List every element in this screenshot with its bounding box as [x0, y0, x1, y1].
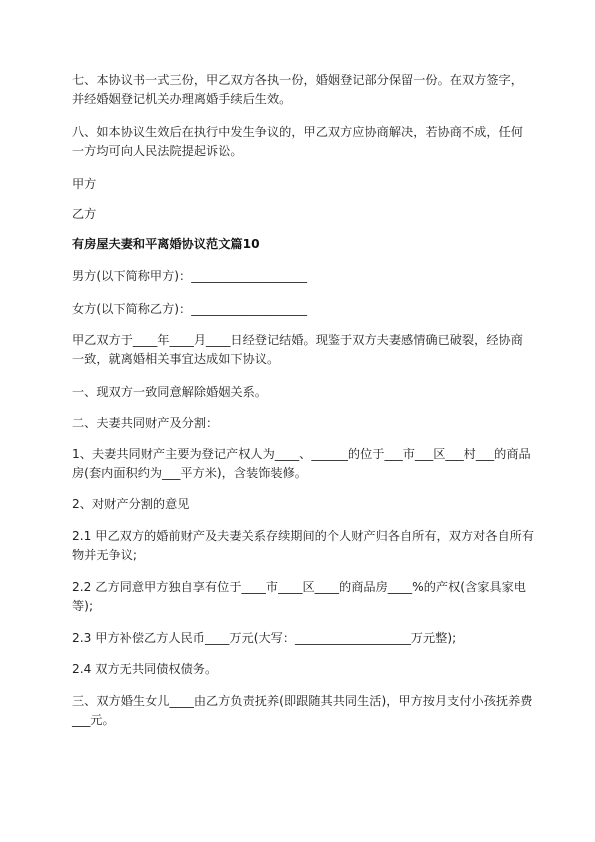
- marriage-paragraph-line-2: 一致，就离婚相关事宜达成如下协议。: [72, 352, 280, 366]
- section-heading: 有房屋夫妻和平离婚协议范文篇10: [72, 237, 260, 251]
- clause-2-1-line-2: 物并无争议;: [72, 548, 138, 562]
- clause-2-4: 2.4 双方无共同债权债务。: [72, 662, 218, 676]
- paragraph-eight-line-1: 八、如本协议生效后在执行中发生争议的，甲乙双方应协商解决，若协商不成，任何: [72, 125, 523, 139]
- clause-three-line-1: 三、双方婚生女儿____由乙方负责抚养(即跟随其共同生活)，甲方按月支付小孩抚养费: [72, 694, 533, 708]
- clause-2-2-line-1: 2.2 乙方同意甲方独自享有位于____市____区____的商品房____%的产权(含家具家电: [72, 580, 526, 594]
- clause-2-2-line-2: 等);: [72, 599, 94, 613]
- paragraph-eight-line-2: 一方均可向人民法院提起诉讼。: [72, 144, 243, 158]
- paragraph-seven-line-1: 七、本协议书一式三份，甲乙双方各执一份，婚姻登记部分保留一份。在双方签字，: [72, 73, 523, 87]
- clause-2-1-line-1: 2.1 甲乙双方的婚前财产及夫妻关系存续期间的个人财产归各自所有，双方对各自所有: [72, 529, 535, 543]
- clause-two-item-2: 2、对财产分割的意见: [72, 497, 190, 511]
- clause-one: 一、现双方一致同意解除婚姻关系。: [72, 385, 267, 399]
- clause-three-line-2: ___元。: [72, 713, 115, 727]
- clause-two: 二、夫妻共同财产及分割：: [72, 416, 219, 430]
- clause-two-item-1-line-1: 1、夫妻共同财产主要为登记产权人为____、______的位于___市___区___村___的商品: [72, 447, 531, 461]
- party-b-signature-label: 乙方: [72, 207, 97, 221]
- paragraph-seven-line-2: 并经婚姻登记机关办理离婚手续后生效。: [72, 92, 292, 106]
- party-a-signature-label: 甲方: [72, 177, 97, 191]
- marriage-paragraph-line-1: 甲乙双方于____年____月____日经登记结婚。现鉴于双方夫妻感情确已破裂，经协商: [72, 333, 523, 347]
- clause-two-item-1-line-2: 房(套内面积约为___平方米)，含装饰装修。: [72, 466, 307, 480]
- female-party-line: 女方(以下简称乙方)：___________________: [72, 302, 307, 316]
- clause-2-3: 2.3 甲方补偿乙方人民币____万元(大写：___________________万元整);: [72, 631, 457, 645]
- male-party-line: 男方(以下简称甲方)：___________________: [72, 269, 307, 283]
